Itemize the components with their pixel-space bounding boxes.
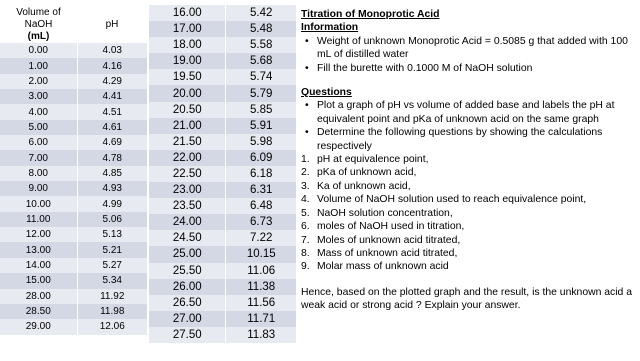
volume-cell: 10.00 [0,196,77,211]
ph-cell: 12.06 [77,319,147,334]
item-text: Moles of unknown acid titrated, [317,234,461,246]
ph-cell: 4.99 [77,196,147,211]
header-unit: (mL) [27,30,50,42]
volume-cell: 29.00 [0,319,77,334]
item-number: 5. [301,207,310,219]
volume-cell: 23.50 [149,198,226,214]
table-row [149,311,296,327]
volume-cell: 0.00 [0,43,77,58]
ph-cell: 5.85 [226,102,296,118]
header-line: NaOH [24,18,53,30]
volume-cell: 27.50 [149,327,226,343]
ph-cell: 4.61 [77,120,147,135]
table-row [149,150,296,166]
volume-cell: 6.00 [0,135,77,150]
item-number: 6. [301,221,310,233]
volume-cell: 22.00 [149,150,226,166]
ph-cell: 11.56 [226,295,296,311]
table-row [149,230,296,246]
ph-cell: 11.92 [77,289,147,304]
table-row [149,53,296,69]
ph-cell: 6.18 [226,166,296,182]
ph-cell: 6.09 [226,150,296,166]
ph-cell: 4.03 [77,43,147,58]
table-row [0,273,147,288]
table-row [0,227,147,242]
numbered-item [301,247,637,260]
ph-cell: 4.69 [77,135,147,150]
questions-list [301,99,637,153]
volume-cell: 1.00 [0,58,77,73]
volume-cell: 26.00 [149,279,226,295]
volume-cell: 21.50 [149,134,226,150]
table-row [149,85,296,101]
ph-cell: 10.15 [226,246,296,262]
ph-cell: 5.74 [226,69,296,85]
ph-cell: 5.27 [77,258,147,273]
volume-cell: 19.50 [149,69,226,85]
ph-cell: 4.16 [77,58,147,73]
volume-cell: 17.00 [149,21,226,37]
table-row [0,58,147,73]
ph-cell: 4.51 [77,104,147,119]
table-row [149,327,296,343]
table-row [149,37,296,53]
table-row [0,258,147,273]
volume-cell: 28.00 [0,289,77,304]
table-row [0,289,147,304]
volume-cell: 25.50 [149,263,226,279]
ph-cell: 5.91 [226,118,296,134]
volume-cell: 24.00 [149,214,226,230]
table-row [0,181,147,196]
questions-heading: Questions [301,87,352,99]
ph-cell: 11.71 [226,311,296,327]
ph-cell: 5.48 [226,21,296,37]
ph-cell: 5.79 [226,85,296,101]
titration-table-left [0,6,147,335]
ph-cell: 4.85 [77,166,147,181]
ph-cell: 5.21 [77,242,147,257]
item-text: NaOH solution concentration, [317,207,453,219]
volume-cell: 23.00 [149,182,226,198]
volume-cell: 14.00 [0,258,77,273]
item-text: moles of NaOH used in titration, [317,221,465,233]
table-row [149,69,296,85]
volume-cell: 12.00 [0,227,77,242]
ph-cell: 4.78 [77,150,147,165]
table-row [149,134,296,150]
table-row [0,43,147,58]
ph-cell: 6.73 [226,214,296,230]
ph-cell: 5.98 [226,134,296,150]
item-number: 4. [301,194,310,206]
volume-cell: 11.00 [0,212,77,227]
ph-cell: 5.58 [226,37,296,53]
ph-cell: 5.42 [226,5,296,21]
table-row [149,263,296,279]
item-text: Molar mass of unknown acid [317,261,449,273]
table-row [0,89,147,104]
volume-cell: 26.50 [149,295,226,311]
table-row [0,120,147,135]
left-table-body [0,43,147,335]
table-row [149,246,296,262]
item-number: 7. [301,234,310,246]
document-title: Titration of Monoprotic Acid [301,9,440,20]
table-row [149,295,296,311]
volume-cell: 24.50 [149,230,226,246]
volume-cell: 20.50 [149,102,226,118]
bullet-item: • Fill the burette with 0.1000 M of NaOH solution [301,62,637,75]
volume-cell: 5.00 [0,120,77,135]
table-row [0,212,147,227]
ph-cell: 5.06 [77,212,147,227]
item-number: 2. [301,167,310,179]
ph-cell: 7.22 [226,230,296,246]
volume-cell: 27.00 [149,311,226,327]
volume-cell: 2.00 [0,74,77,89]
volume-cell: 4.00 [0,104,77,119]
table-row [149,214,296,230]
table-row [0,242,147,257]
item-text: Ka of unknown acid, [317,180,411,192]
ph-cell: 4.41 [77,89,147,104]
volume-cell: 28.50 [0,304,77,319]
ph-cell: 11.98 [77,304,147,319]
ph-cell: 6.48 [226,198,296,214]
item-number: 8. [301,247,310,259]
item-number: 9. [301,261,310,273]
volume-cell: 15.00 [0,273,77,288]
numbered-item [301,153,637,166]
numbered-item [301,260,637,273]
volume-cell: 19.00 [149,53,226,69]
volume-cell: 3.00 [0,89,77,104]
ph-cell: 6.31 [226,182,296,198]
volume-cell: 9.00 [0,181,77,196]
table-row [149,166,296,182]
numbered-item [301,166,637,179]
volume-cell: 13.00 [0,242,77,257]
information-list [301,35,637,75]
closing-question: Hence, based on the plotted graph and the result, is the unknown acid a weak acid or strong acid ? Explain your answer. [301,286,632,312]
numbered-item [301,180,637,193]
table-row [149,182,296,198]
item-text: pKa of unknown acid, [317,167,417,179]
table-row [149,102,296,118]
table-row [0,104,147,119]
ph-column-header: pH [77,6,147,43]
volume-cell: 18.00 [149,37,226,53]
ph-cell: 4.29 [77,74,147,89]
table-row [0,150,147,165]
table-row [0,135,147,150]
volume-cell: 22.50 [149,166,226,182]
volume-cell: 8.00 [0,166,77,181]
volume-column-header [0,6,77,43]
table-row [0,196,147,211]
table-row [0,319,147,334]
volume-cell: 16.00 [149,5,226,21]
numbered-item [301,220,637,233]
table-row [0,304,147,319]
right-table-body [149,5,296,343]
numbered-item [301,193,637,206]
instructions-panel [301,8,637,323]
item-text: Volume of NaOH solution used to reach equivalence point, [317,194,587,206]
information-heading: Information [301,22,359,34]
table-row [0,166,147,181]
numbered-questions [301,153,637,274]
bullet-item: • Plot a graph of pH vs volume of added base and labels the pH at equivalent point and pKa of unknown acid on the same graph [301,99,637,126]
bullet-item: • Weight of unknown Monoprotic Acid = 0.5085 g that added with 100 mL of distilled water [301,35,637,62]
item-number: 1. [301,154,310,166]
ph-cell: 5.68 [226,53,296,69]
numbered-item [301,207,637,220]
ph-cell: 5.34 [77,273,147,288]
volume-cell: 25.00 [149,246,226,262]
bullet-item: • Determine the following questions by showing the calculations respectively [301,126,637,153]
numbered-item [301,234,637,247]
ph-cell: 11.06 [226,263,296,279]
volume-cell: 7.00 [0,150,77,165]
table-row [149,21,296,37]
volume-cell: 20.00 [149,85,226,101]
item-text: Mass of unknown acid titrated, [317,247,458,259]
table-row [149,118,296,134]
table-row [149,279,296,295]
titration-table-right [149,5,296,343]
ph-cell: 11.83 [226,327,296,343]
ph-cell: 4.93 [77,181,147,196]
item-number: 3. [301,180,310,192]
item-text: pH at equivalence point, [317,154,429,166]
ph-cell: 11.38 [226,279,296,295]
table-row [149,198,296,214]
header-line: Volume of [16,6,61,18]
table-row [149,5,296,21]
ph-cell: 5.13 [77,227,147,242]
volume-cell: 21.00 [149,118,226,134]
table-row [0,74,147,89]
